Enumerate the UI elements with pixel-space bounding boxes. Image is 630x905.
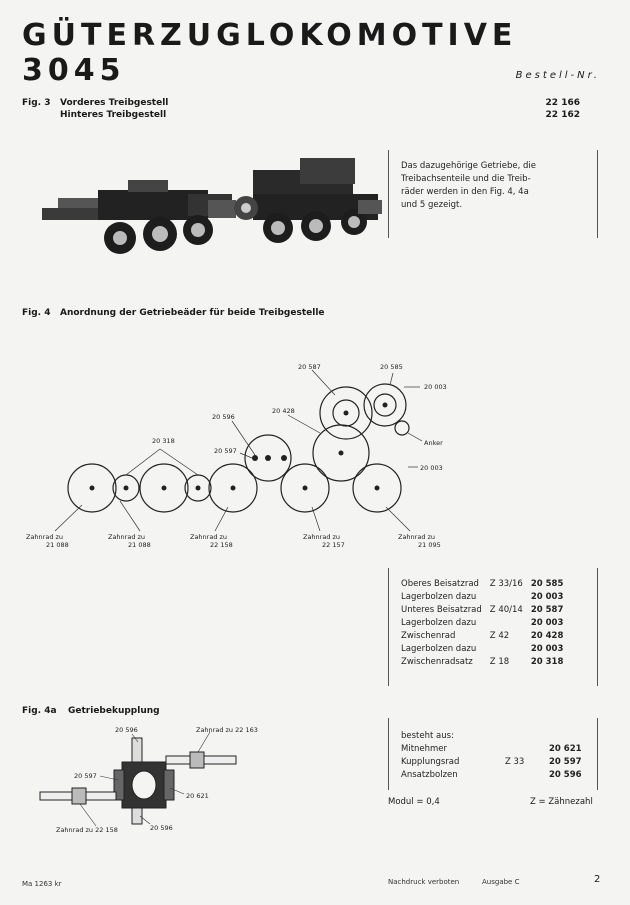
fig4-title: Anordnung der Getriebeäder für beide Treibgestelle <box>60 308 325 318</box>
part-number: 20 003 <box>530 592 564 602</box>
part-name: Lagerbolzen dazu <box>401 592 477 602</box>
part-number: 20 428 <box>530 631 564 641</box>
part-z <box>501 743 545 756</box>
part-z <box>486 617 527 630</box>
page-title: GÜTERZUGLOKOMOTIVE 3045 <box>22 18 518 88</box>
fig3-note-line: Treibachsenteile und die Treib- <box>401 174 531 184</box>
label-zahnrad-number: 21 088 <box>46 541 69 549</box>
label-20003: 20 003 <box>420 464 443 472</box>
footer-copyright: Nachdruck verboten <box>388 878 460 886</box>
zaehne-note: Z = Zähnezahl <box>530 797 593 807</box>
front-bogie <box>42 180 236 254</box>
footer-edition: Ausgabe C <box>482 878 520 886</box>
fig3-note-line: räder werden in den Fig. 4, 4a <box>401 187 529 197</box>
fig3-label: Fig. 3 <box>22 98 51 108</box>
part-number: 20 596 <box>549 770 582 780</box>
label-20597: 20 597 <box>214 447 237 455</box>
part-name: Ansatzbolzen <box>401 770 458 780</box>
fig3-item-2-name: Hinteres Treibgestell <box>60 110 167 120</box>
label-20597: 20 597 <box>74 772 97 780</box>
label-zahnrad: Zahnrad zu <box>108 533 146 541</box>
part-z: Z 42 <box>489 631 510 641</box>
fig3-note-line: und 5 gezeigt. <box>401 200 463 210</box>
table-row <box>397 578 567 591</box>
part-z: Z 18 <box>489 657 510 667</box>
label-20003: 20 003 <box>424 383 447 391</box>
order-number-heading: Bestell-Nr. <box>515 70 600 81</box>
part-z <box>486 591 527 604</box>
footer-code: Ma 1263 kr <box>22 880 62 888</box>
label-zahnrad-158: Zahnrad zu 22 158 <box>56 826 118 834</box>
part-z: Z 33/16 <box>489 579 523 589</box>
label-zahnrad-number: 21 088 <box>128 541 151 549</box>
fig3-item-1-number: 22 166 <box>545 98 580 108</box>
table-row <box>397 743 586 756</box>
table-row <box>397 604 567 617</box>
label-zahnrad: Zahnrad zu <box>26 533 64 541</box>
part-name: Zwischenrad <box>401 631 456 641</box>
part-name: Mitnehmer <box>401 744 448 754</box>
table-row <box>397 769 586 782</box>
fig4a-label: Fig. 4a <box>22 706 57 716</box>
fig4a-parts-table <box>397 743 586 782</box>
label-20596: 20 596 <box>115 726 138 734</box>
label-20428: 20 428 <box>272 407 295 415</box>
fig3-note-box <box>388 150 598 238</box>
fig3-item-1-name: Vorderes Treibgestell <box>60 98 169 108</box>
part-number: 20 003 <box>530 644 564 654</box>
rear-bogie <box>234 158 382 243</box>
part-name: Lagerbolzen dazu <box>401 644 477 654</box>
table-row <box>397 756 586 769</box>
fig3-note-line: Das dazugehörige Getriebe, die <box>401 161 536 171</box>
label-zahnrad: Zahnrad zu <box>190 533 228 541</box>
part-name: Zwischenradsatz <box>401 657 473 667</box>
part-z <box>501 769 545 782</box>
fig4a-title: Getriebekupplung <box>68 706 160 716</box>
fig4a-parts-box <box>388 718 598 790</box>
label-zahnrad-number: 21 095 <box>418 541 441 549</box>
label-zahnrad: Zahnrad zu <box>398 533 436 541</box>
part-name: Lagerbolzen dazu <box>401 618 477 628</box>
page-number: 2 <box>594 874 601 885</box>
label-20621: 20 621 <box>186 792 209 800</box>
gear-arrangement-diagram <box>0 355 630 565</box>
table-row <box>397 591 567 604</box>
table-row <box>397 643 567 656</box>
part-name: Unteres Beisatzrad <box>401 605 482 615</box>
label-zahnrad-number: 22 158 <box>210 541 233 549</box>
part-name: Oberes Beisatzrad <box>401 579 479 589</box>
fig4-label: Fig. 4 <box>22 308 51 318</box>
label-zahnrad-number: 22 157 <box>322 541 345 549</box>
bogie-photo <box>38 150 388 265</box>
label-20318: 20 318 <box>152 437 175 445</box>
label-20596: 20 596 <box>150 824 173 832</box>
part-number: 20 318 <box>530 657 564 667</box>
label-zahnrad-163: Zahnrad zu 22 163 <box>196 726 258 734</box>
part-number: 20 621 <box>549 744 582 754</box>
fig4-parts-box <box>388 568 598 686</box>
label-20587: 20 587 <box>298 363 321 371</box>
coupling-diagram <box>0 720 300 840</box>
table-row <box>397 630 567 643</box>
label-anker: Anker <box>424 439 443 447</box>
table-row <box>397 617 567 630</box>
part-number: 20 585 <box>530 579 564 589</box>
part-z <box>486 643 527 656</box>
label-zahnrad: Zahnrad zu <box>303 533 341 541</box>
part-z: Z 33 <box>505 757 525 767</box>
consists-label: besteht aus: <box>401 731 454 741</box>
fig4-parts-table <box>397 578 567 669</box>
part-number: 20 587 <box>530 605 564 615</box>
table-row <box>397 656 567 669</box>
anker-gear <box>395 421 409 435</box>
part-number: 20 597 <box>549 757 582 767</box>
label-20596: 20 596 <box>212 413 235 421</box>
label-20585: 20 585 <box>380 363 403 371</box>
part-number: 20 003 <box>530 618 564 628</box>
part-z: Z 40/14 <box>489 605 523 615</box>
modul-note: Modul = 0,4 <box>388 797 440 807</box>
part-name: Kupplungsrad <box>401 757 460 767</box>
fig3-item-2-number: 22 162 <box>545 110 580 120</box>
